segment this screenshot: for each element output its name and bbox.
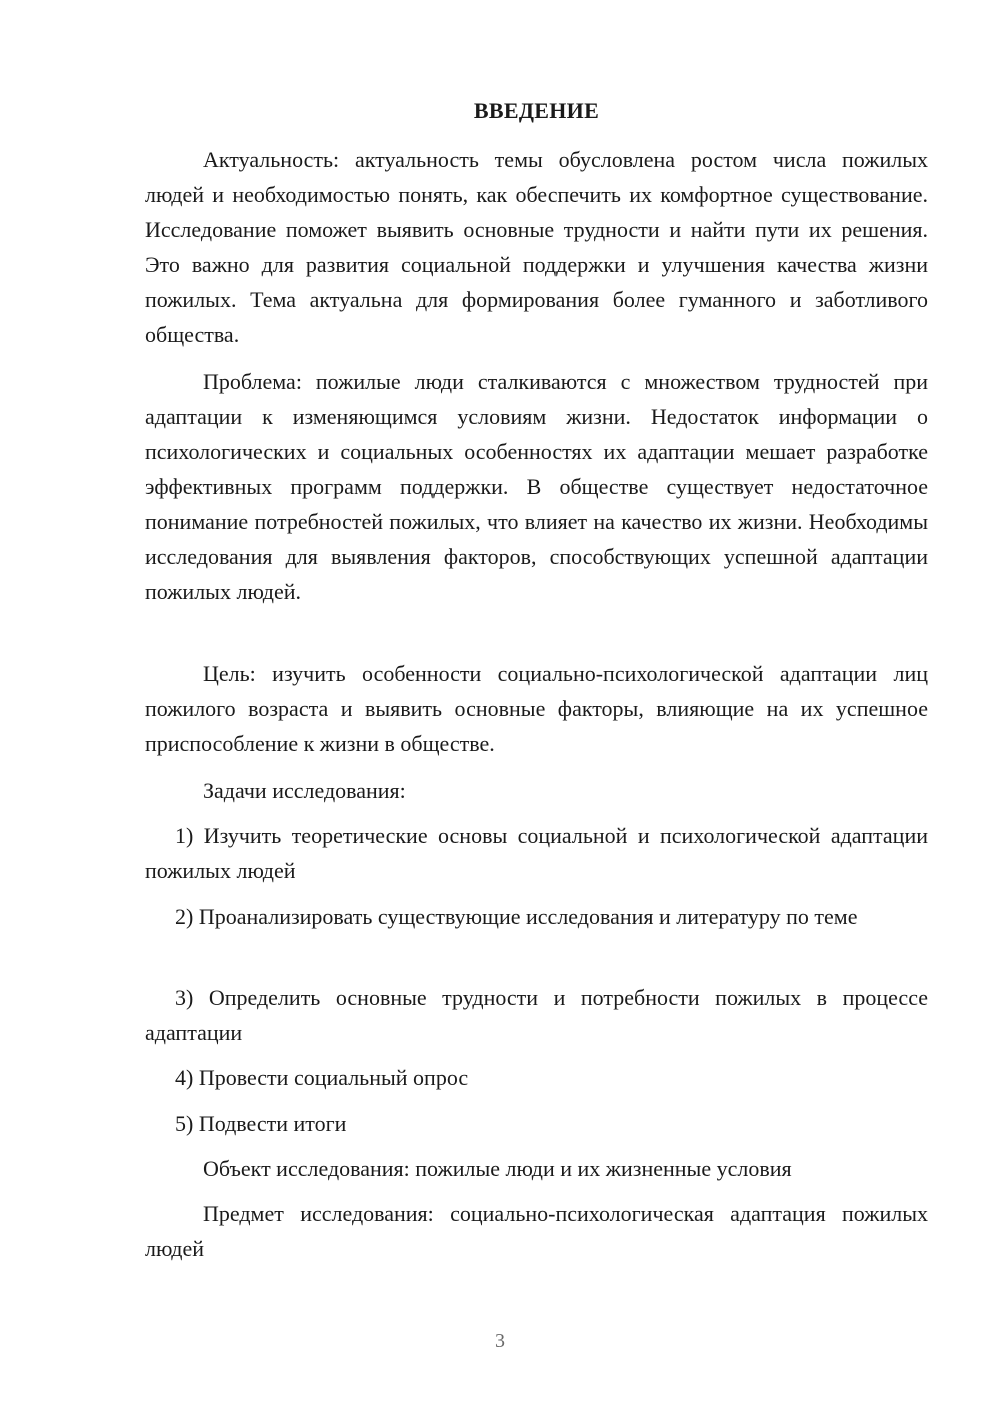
paragraph-subject: Предмет исследования: социально-психологическая адаптация пожилых людей xyxy=(145,1201,928,1261)
page-number: 3 xyxy=(495,1330,505,1352)
task-item-1: 1) Изучить теоретические основы социальной и психологической адаптации пожилых людей xyxy=(145,823,928,883)
paragraph-object: Объект исследования: пожилые люди и их жизненные условия xyxy=(203,1156,792,1181)
task-item-3: 3) Определить основные трудности и потребности пожилых в процессе адаптации xyxy=(145,985,928,1045)
tasks-title: Задачи исследования: xyxy=(203,778,406,803)
paragraph-goal: Цель: изучить особенности социально-психологической адаптации лиц пожилого возраста и выявить основные факторы, влияющие на их успешное приспособление к жизни в обществе. xyxy=(145,661,928,756)
task-item-2: 2) Проанализировать существующие исследования и литературу по теме xyxy=(175,904,858,929)
paragraph-relevance: Актуальность: актуальность темы обусловлена ростом числа пожилых людей и необходимостью понять, как обеспечить их комфортное существование. Исследование поможет выявить основные трудности и найти пути их решения. Это важно для развития социальной поддержки и улучшения качества жизни пожилых. Тема актуальна для формирования более гуманного и заботливого общества. xyxy=(145,147,928,347)
section-heading: ВВЕДЕНИЕ xyxy=(473,98,600,123)
paragraph-problem: Проблема: пожилые люди сталкиваются с множеством трудностей при адаптации к изменяющимся условиям жизни. Недостаток информации о психологических и социальных особенностях их адаптации мешает разработке эффективных программ поддержки. В обществе существует недостаточное понимание потребностей пожилых, что влияет на качество их жизни. Необходимы исследования для выявления факторов, способствующих успешной адаптации пожилых людей. xyxy=(145,369,928,604)
task-item-5: 5) Подвести итоги xyxy=(175,1111,347,1136)
task-item-4: 4) Провести социальный опрос xyxy=(175,1065,469,1090)
